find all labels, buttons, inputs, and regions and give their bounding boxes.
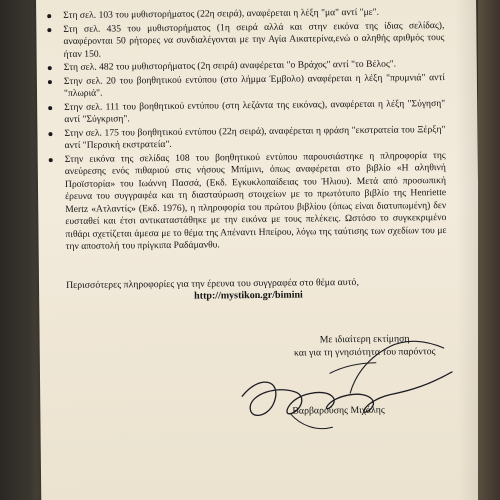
errata-list xyxy=(44,6,447,255)
closing-line-2: και για τη γνησιότητα του παρόντος xyxy=(293,346,436,359)
background-edge xyxy=(478,0,500,500)
errata-item-1: Στη σελ. 103 του μυθιστορήματος (22η σειρά), αναφέρεται η λέξη "μα" αντί "με". xyxy=(44,6,444,23)
errata-item-5: Στην σελ. 111 του βοηθητικού εντύπου (στη λεζάντα της εικόνας), αναφέρεται η λέξη "Σύγηση" αντί "Σύγκριση". xyxy=(45,98,445,127)
errata-item-7: Στην εικόνα της σελίδας 108 του βοηθητικού εντύπου παρουσιάστηκε η πληροφορία της ανεύρεσης ενός πιθαριού στις νήσους Μπίμινι, όπως αναφέρεται στο βιβλίο «Η αληθινή Προϊστορία» του Ιωάννη Πασσά, (Εκδ. Εγκυκλοπαίδειας του Ήλιου). Μετά από προσωπική έρευνα του συγγραφέα και τη διασταύρωση στοιχείων με το πρωτότυπο βιβλίο της Henriette Mertz «Ατλαντίς» (Εκδ. 1976), η πληροφορία του πρώτου βιβλίου (όπως είναι διατυπωμένη) δεν ευσταθεί και έτσι αντικαταστάθηκε με την εικόνα με τους πελέκεις. Ωστόσο το συγκεκριμένο πιθάρι σχετίζεται άμεσα με το θέμα της Απέναντι Ηπείρου, λόγω της ταύτισης των σχεδίων του με την αποστολή του πρίγκιπα Ραδάμανθυ. xyxy=(46,150,447,254)
errata-item-6: Στην σελ. 175 του βοηθητικού εντύπου (22η σειρά), αναφέρεται η φράση "εκστρατεία του Ξέρξη" αντί "Περσική εκστρατεία". xyxy=(45,124,445,153)
closing-line-1: Με ιδιαίτερη εκτίμηση xyxy=(319,333,410,346)
more-info-text: Περισσότερες πληροφορίες για την έρευνα του συγγραφέα στο θέμα αυτό, xyxy=(65,276,359,292)
handwritten-signature xyxy=(230,332,471,445)
author-link: http://mystikon.gr/bimini xyxy=(194,289,303,302)
errata-item-3: Στη σελ. 482 του μυθιστορήματος (2η σειρά) αναφέρεται "ο Βράχος" αντί "το Βέλος". xyxy=(45,58,445,75)
errata-item-4: Στην σελ. 20 του βοηθητικού εντύπου (στο λήμμα Έμβολο) αναφέρεται η λέξη "πρυμνιά" αντί "πλωριά". xyxy=(45,72,445,101)
errata-sheet xyxy=(36,0,481,500)
page-title xyxy=(176,0,336,1)
errata-item-2: Στη σελ. 435 του μυθιστορήματος (1η σειρά αλλά και στην εικόνα της ίδιας σελίδας), αναφέρονται 50 ρήτορες να συνδιαλέγονται με την Αγία Αικατερίνα,ενώ ο αληθής αριθμός τους ήταν 150. xyxy=(44,20,444,62)
signer-name: Βαρβαρούσης Μιχάλης xyxy=(292,404,385,417)
